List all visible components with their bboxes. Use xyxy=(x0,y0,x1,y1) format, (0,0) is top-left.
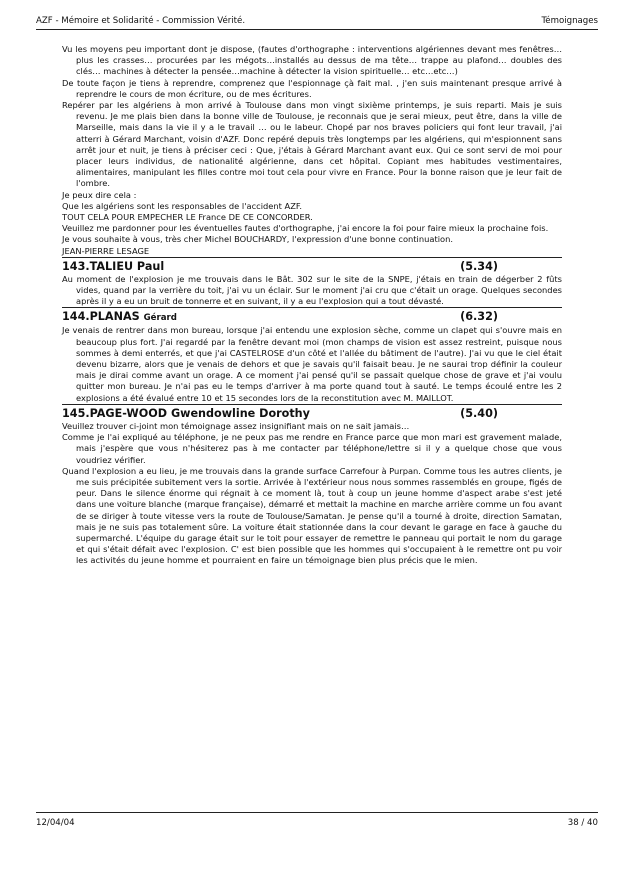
testimony-first-name: Gérard xyxy=(143,313,177,324)
testimony-code: (6.32) xyxy=(460,310,498,324)
testimony-name: 144.PLANAS xyxy=(62,310,140,324)
testimony-heading xyxy=(62,407,562,421)
letter-paragraph: Vu les moyens peu important dont je dispose, (fautes d'orthographe : interventions algériennes devant mes fenêtres… plus les crasses… procurées par les mégots…installés au dessus de ma tête… trappe au plafond… doubles des clés… machines à détecter la pensée…machine à détecter la vision spirituelle… etc…etc…) xyxy=(62,44,562,77)
page-header xyxy=(36,15,598,30)
testimony-paragraph: Quand l'explosion a eu lieu, je me trouvais dans la grande surface Carrefour à Purpan. Comme tous les autres clients, je me suis précipitée subitement vers la sortie. Arrivée à l'extérieur nous nous sommes rassemblés en groupe, figés de peur. Dans le silence énorme qui régnait à ce moment là, tout à coup un jeune homme d'aspect arabe s'est jeté dans une voiture blanche (marque française), démarré et mettait la machine en marche arrière comme un fou avant de se diriger à toute vitesse vers la route de Toulouse/Samatan. Je pense qu'il a tourné à droite, direction Samatan, mais je ne suis pas totalement sûre. La voiture était stationnée dans la cour devant le garage en face à gauche du supermarché. L'équipe du garage était sur le toit pour essayer de remettre le panneau qui portait le nom du garage et qui s'était défait avec l'explosion. C' est bien possible que les hommes qui s'occupaient à le remettre ont pu voir les activités du jeune homme et pourraient en faire un témoignage bien plus précis que le mien. xyxy=(62,465,562,566)
testimony-name: 145.PAGE-WOOD Gwendowline Dorothy xyxy=(62,406,310,420)
testimony-paragraph: Veuillez trouver ci-joint mon témoignage assez insignifiant mais on ne sait jamais… xyxy=(62,420,410,431)
testimony-heading xyxy=(62,260,562,274)
testimony-section xyxy=(62,260,562,309)
testimony-name: 143.TALIEU Paul xyxy=(62,259,165,273)
letter-signature: JEAN-PIERRE LESAGE xyxy=(62,246,562,258)
testimony-paragraph: Au moment de l'explosion je me trouvais dans le Bât. 302 sur le site de la SNPE, j'étais en train de dégerber 2 fûts vides, quand par la verrière du toit, j'ai vu un éclair. Sur le moment j'ai cru que c'était un orage. Quelques secondes après il y a eu un bruit de tonnerre et en suivant, il y a eu l'explosion qui a tout dévasté. xyxy=(62,274,562,309)
letter-paragraph: Je peux dire cela : xyxy=(62,189,137,200)
header-title: AZF - Mémoire et Solidarité - Commission Vérité. xyxy=(36,16,246,26)
letter-paragraph: Que les algériens sont les responsables de l'accident AZF. xyxy=(62,200,302,211)
letter-paragraph: Veuillez me pardonner pour les éventuelles fautes d'orthographe, j'ai encore la foi pour faire mieux la prochaine fois. xyxy=(62,223,549,234)
letter-paragraph: De toute façon je tiens à reprendre, comprenez que l'espionnage çà fait mal. , j'en suis maintenant presque arrivé à reprendre le cours de mon écriture, ou de mes écritures. xyxy=(62,77,562,99)
document-body xyxy=(62,44,562,567)
page-footer xyxy=(36,812,598,828)
testimony-code: (5.40) xyxy=(460,406,498,420)
footer-date: 12/04/04 xyxy=(36,818,75,828)
page-number: 38 / 40 xyxy=(567,818,598,828)
testimony-paragraph: Comme je l'ai expliqué au téléphone, je ne peux pas me rendre en France parce que mon mari est gravement malade, mais j'espère que vous n'hésiterez pas à me contacter par téléphone/lettre si il y a quelque chose que vous voudriez vérifier. xyxy=(62,432,562,465)
testimony-section xyxy=(62,310,562,404)
header-section: Témoignages xyxy=(541,16,598,26)
letter-paragraph: TOUT CELA POUR EMPECHER LE France DE CE CONCORDER. xyxy=(62,212,313,223)
testimony-section xyxy=(62,407,562,567)
letter-paragraph: Je vous souhaite à vous, très cher Michel BOUCHARDY, l'expression d'une bonne continuation. xyxy=(62,234,453,245)
testimony-paragraph: Je venais de rentrer dans mon bureau, lorsque j'ai entendu une explosion sèche, comme un clapet qui s'ouvre mais en beaucoup plus fort. J'ai regardé par la fenêtre devant moi (mon champs de vision est assez restreint, puisque nous sommes à demi enterrés, et que j'ai CASTELROSE d'un côté et l'allée du bâtiment de l'autre). J'ai vu que le ciel était devenu bizarre, alors que je venais de dehors et que je savais qu'il faisait beau. Je ne saurai trop définir la couleur mais je dirai comme avant un orage. A ce moment j'ai pensé qu'il se passait quelque chose de grave et j'ai voulu quitter mon bureau. Je n'ai pas eu le temps d'arriver à ma porte quand tout à sauté. Le temps écoulé entre les 2 explosions a été évalué entre 10 et 15 secondes lors de la reconstitution avec M. MAILLOT. xyxy=(62,325,562,404)
testimony-heading xyxy=(62,310,562,325)
testimony-code: (5.34) xyxy=(460,259,498,273)
letter-paragraph: Repérer par les algériens à mon arrivé à Toulouse dans mon vingt sixième printemps, je suis reparti. Mais je suis revenu. Je me plais bien dans la bonne ville de Toulouse, je reconnais que je serai mieux, peut être, dans la ville de Marseille, mais dans la vie il y a le travail … ou le labeur. Chopé par nos braves policiers qui font leur travail, j'ai atterri à Gérard Marchant, voisin d'AZF. Donc repéré depuis très longtemps par les algériens, qui m'espionnent sans arrêt jour et nuit, je tiens à préciser ceci : Que, j'étais à Gérard Marchant avant eux. Qui ce sont servi de moi pour placer leurs individus, de nationalité algérienne, dans cet hôpital. Copiant mes habitudes vestimentaires, alimentaires, manipulant les filles contre moi tout cela pour vivre en France. Pour la bonne raison que je leur fait de l'ombre. xyxy=(62,100,562,189)
